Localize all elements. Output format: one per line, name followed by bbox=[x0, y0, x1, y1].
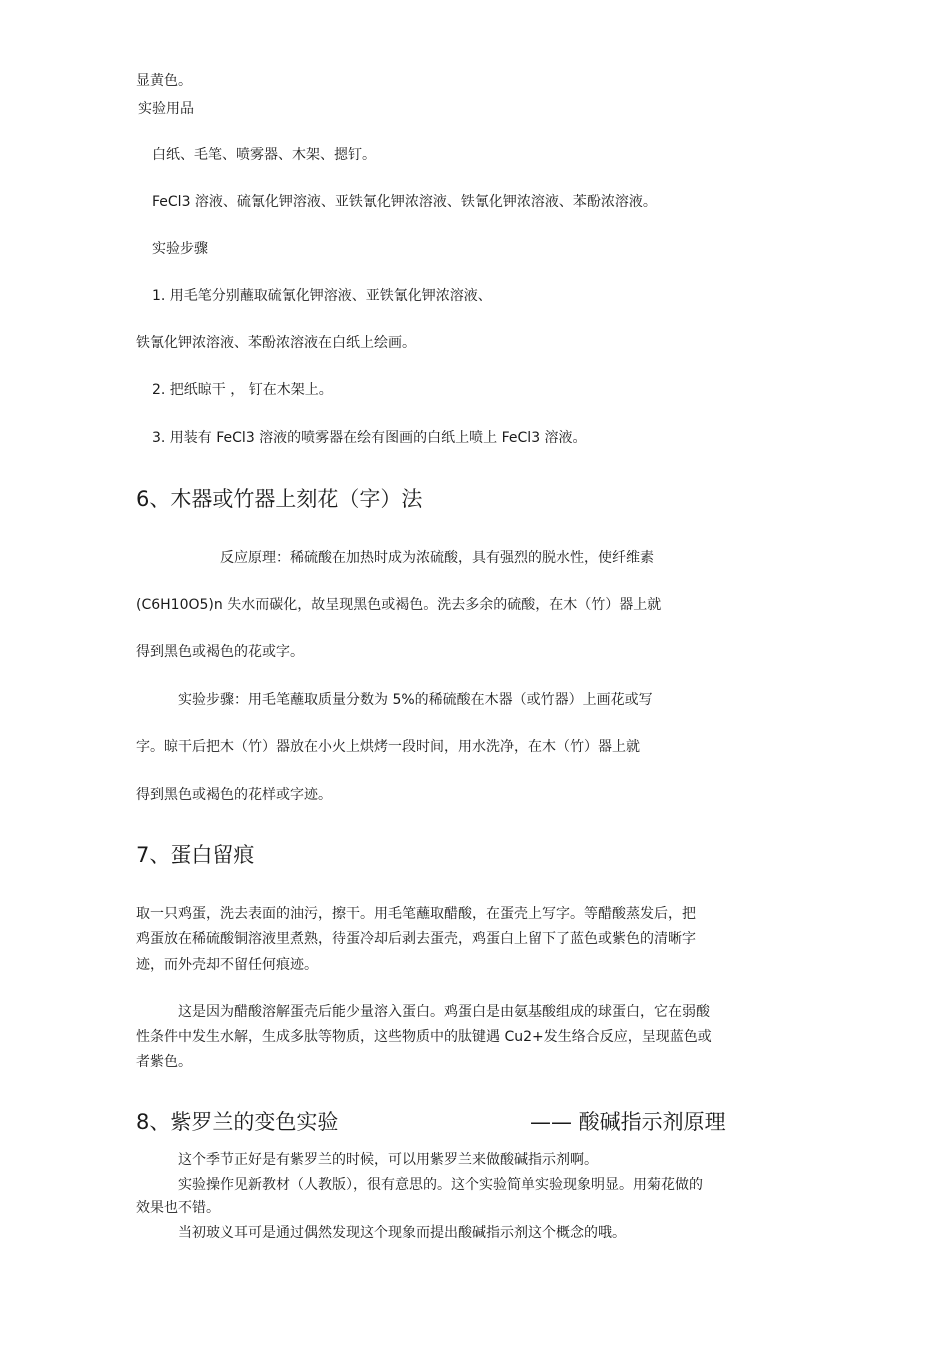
step-item: 1. 用毛笔分别蘸取硫氰化钾溶液、亚铁氰化钾浓溶液、 bbox=[152, 288, 492, 304]
text-line: 者紫色。 bbox=[136, 1054, 192, 1070]
text-line: 得到黑色或褐色的花或字。 bbox=[136, 644, 304, 660]
text-line: 取一只鸡蛋，洗去表面的油污，擦干。用毛笔蘸取醋酸，在蛋壳上写字。等醋酸蒸发后，把 bbox=[136, 906, 696, 922]
section-heading: 7、蛋白留痕 bbox=[136, 843, 255, 867]
text-line: 当初玻义耳可是通过偶然发现这个现象而提出酸碱指示剂这个概念的哦。 bbox=[178, 1225, 626, 1241]
subheading-supplies: 实验用品 bbox=[138, 101, 194, 117]
text-line: 实验操作见新教材（人教版），很有意思的。这个实验简单实验现象明显。用菊花做的 bbox=[178, 1177, 703, 1193]
text-line: 显黄色。 bbox=[136, 73, 192, 89]
step-item: 3. 用装有 FeCl3 溶液的喷雾器在绘有图画的白纸上喷上 FeCl3 溶液。 bbox=[152, 430, 587, 446]
section-heading: 6、木器或竹器上刻花（字）法 bbox=[136, 487, 423, 511]
text-line: (C6H10O5)n 失水而碳化，故呈现黑色或褐色。洗去多余的硫酸，在木（竹）器上就 bbox=[136, 597, 662, 613]
text-line: 这个季节正好是有紫罗兰的时候，可以用紫罗兰来做酸碱指示剂啊。 bbox=[178, 1152, 598, 1168]
text-line: 迹，而外壳却不留任何痕迹。 bbox=[136, 957, 318, 973]
step-item: 2. 把纸晾干 ， 钉在木架上。 bbox=[152, 382, 333, 398]
section-heading: 8、紫罗兰的变色实验 bbox=[136, 1110, 339, 1134]
section-heading-subtitle: —— 酸碱指示剂原理 bbox=[530, 1110, 726, 1134]
text-line: 得到黑色或褐色的花样或字迹。 bbox=[136, 787, 332, 803]
text-line: 这是因为醋酸溶解蛋壳后能少量溶入蛋白。鸡蛋白是由氨基酸组成的球蛋白，它在弱酸 bbox=[178, 1004, 710, 1020]
text-line: 反应原理：稀硫酸在加热时成为浓硫酸，具有强烈的脱水性，使纤维素 bbox=[220, 550, 654, 566]
text-line: 字。晾干后把木（竹）器放在小火上烘烤一段时间，用水洗净，在木（竹）器上就 bbox=[136, 739, 640, 755]
text-line: FeCl3 溶液、硫氰化钾溶液、亚铁氰化钾浓溶液、铁氰化钾浓溶液、苯酚浓溶液。 bbox=[152, 194, 657, 210]
subheading-steps: 实验步骤 bbox=[152, 241, 208, 257]
text-line: 白纸、毛笔、喷雾器、木架、摁钉。 bbox=[152, 147, 376, 163]
text-line: 实验步骤：用毛笔蘸取质量分数为 5%的稀硫酸在木器（或竹器）上画花或写 bbox=[178, 692, 653, 708]
text-line: 铁氰化钾浓溶液、苯酚浓溶液在白纸上绘画。 bbox=[136, 335, 416, 351]
text-line: 效果也不错。 bbox=[136, 1200, 220, 1216]
text-line: 鸡蛋放在稀硫酸铜溶液里煮熟，待蛋冷却后剥去蛋壳，鸡蛋白上留下了蓝色或紫色的清晰字 bbox=[136, 931, 696, 947]
text-line: 性条件中发生水解，生成多肽等物质，这些物质中的肽键遇 Cu2+发生络合反应，呈现蓝色或 bbox=[136, 1029, 712, 1045]
